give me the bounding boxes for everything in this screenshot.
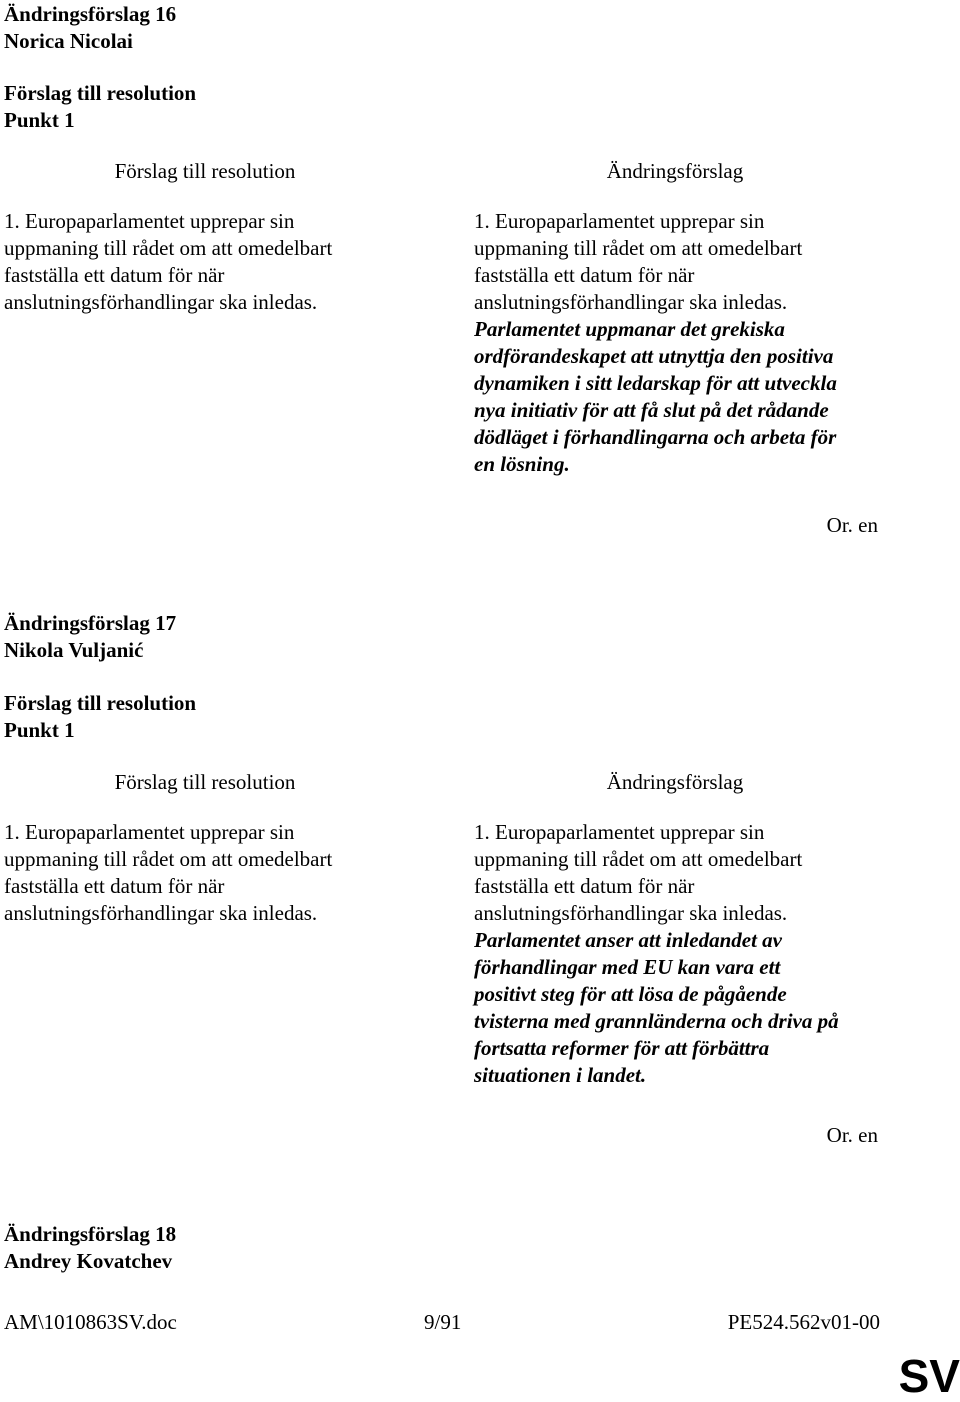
added-text-line: förhandlingar med EU kan vara ett xyxy=(474,955,781,979)
original-text-line: uppmaning till rådet om att omedelbart xyxy=(4,236,333,260)
language-mark: SV xyxy=(898,1350,960,1402)
amended-text-line: fastställa ett datum för när xyxy=(474,874,695,898)
original-text-line: fastställa ett datum för när xyxy=(4,874,225,898)
amendment-16-amended-text xyxy=(474,208,837,478)
added-text-line: Parlamentet uppmanar det grekiska xyxy=(474,317,785,341)
amendment-16-header xyxy=(4,1,176,55)
added-text-line: ordförandeskapet att utnyttja den positiva xyxy=(474,344,834,368)
added-text-line: nya initiativ för att få slut på det rådande xyxy=(474,398,829,422)
amendment-17-section: Förslag till resolution xyxy=(4,691,197,715)
amended-text-line: anslutningsförhandlingar ska inledas. xyxy=(474,901,788,925)
footer-page-number: 9/91 xyxy=(424,1310,462,1334)
amended-text-line: 1. Europaparlamentet upprepar sin xyxy=(474,209,765,233)
page-footer xyxy=(4,1309,880,1336)
amended-text-line: anslutningsförhandlingar ska inledas. xyxy=(474,290,788,314)
added-text-line: situationen i landet. xyxy=(474,1063,647,1087)
amendment-17-right-column-header: Ändringsförslag xyxy=(606,770,744,794)
amendment-16-reference xyxy=(4,80,196,134)
amendment-16-author: Norica Nicolai xyxy=(4,29,133,53)
amendment-16-left-column-header: Förslag till resolution xyxy=(114,159,296,183)
added-text-line: fortsatta reformer för att förbättra xyxy=(474,1036,770,1060)
amendment-16-original-language: Or. en xyxy=(826,513,878,537)
amended-text-line: 1. Europaparlamentet upprepar sin xyxy=(474,820,765,844)
amendment-17-author: Nikola Vuljanić xyxy=(4,638,144,662)
footer-pe-ref: PE524.562v01-00 xyxy=(727,1310,880,1334)
amended-text-line: uppmaning till rådet om att omedelbart xyxy=(474,847,803,871)
amendment-17-header xyxy=(4,610,176,664)
added-text-line: dynamiken i sitt ledarskap för att utveckla xyxy=(474,371,837,395)
amendment-17-left-column-header: Förslag till resolution xyxy=(114,770,296,794)
added-text-line: tvisterna med grannländerna och driva på xyxy=(474,1009,839,1033)
original-text-line: anslutningsförhandlingar ska inledas. xyxy=(4,290,318,314)
added-text-line: dödläget i förhandlingarna och arbeta för xyxy=(474,425,837,449)
amended-text-line: uppmaning till rådet om att omedelbart xyxy=(474,236,803,260)
original-text-line: anslutningsförhandlingar ska inledas. xyxy=(4,901,318,925)
amendment-17-point: Punkt 1 xyxy=(4,718,75,742)
amendment-17-reference xyxy=(4,690,196,744)
original-text-line: fastställa ett datum för när xyxy=(4,263,225,287)
original-text-line: 1. Europaparlamentet upprepar sin xyxy=(4,209,295,233)
amendment-16-heading: Ändringsförslag 16 xyxy=(4,2,177,26)
added-text-line: en lösning. xyxy=(474,452,570,476)
footer-doc-ref: AM\1010863SV.doc xyxy=(4,1310,177,1334)
amendment-16-point: Punkt 1 xyxy=(4,108,75,132)
amendment-16-original-text xyxy=(4,208,332,316)
original-text-line: uppmaning till rådet om att omedelbart xyxy=(4,847,333,871)
amendment-17-original-language: Or. en xyxy=(826,1123,878,1147)
amendment-16-section: Förslag till resolution xyxy=(4,81,197,105)
added-text-line: Parlamentet anser att inledandet av xyxy=(474,928,782,952)
amended-text-line: fastställa ett datum för när xyxy=(474,263,695,287)
original-text-line: 1. Europaparlamentet upprepar sin xyxy=(4,820,295,844)
amendment-17-heading: Ändringsförslag 17 xyxy=(4,611,177,635)
amendment-18-header xyxy=(4,1221,176,1275)
amendment-17-amended-text xyxy=(474,819,839,1089)
amendment-16-right-column-header: Ändringsförslag xyxy=(606,159,744,183)
amendment-18-author: Andrey Kovatchev xyxy=(4,1249,173,1273)
amendment-18-heading: Ändringsförslag 18 xyxy=(4,1222,177,1246)
amendment-17-original-text xyxy=(4,819,332,927)
added-text-line: positivt steg för att lösa de pågående xyxy=(474,982,787,1006)
